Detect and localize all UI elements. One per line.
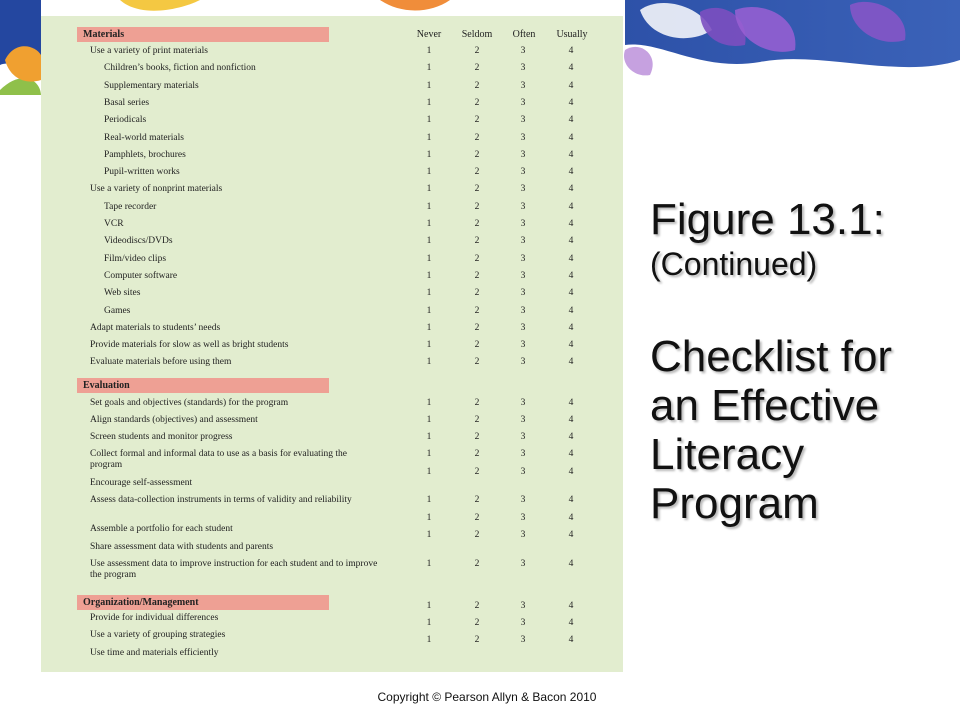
rating-never[interactable]: 1 (426, 559, 432, 569)
rating-often[interactable]: 3 (520, 467, 526, 477)
checklist-item-label: Use a variety of nonprint materials (90, 184, 223, 195)
rating-seldom[interactable]: 2 (474, 63, 480, 74)
rating-never[interactable]: 1 (426, 618, 432, 628)
rating-often[interactable]: 3 (520, 63, 526, 74)
rating-usually[interactable]: 4 (568, 167, 574, 178)
checklist-item-label: Use time and materials efficiently (90, 648, 219, 658)
checklist-item-label: VCR (104, 219, 124, 229)
rating-usually[interactable]: 4 (568, 132, 574, 143)
rating-seldom[interactable]: 2 (474, 167, 480, 178)
rating-often[interactable]: 3 (520, 322, 526, 333)
section-header-organization-management: Organization/Management (77, 595, 329, 610)
rating-usually[interactable]: 4 (568, 495, 574, 505)
rating-often[interactable]: 3 (520, 340, 526, 351)
rating-never[interactable]: 1 (426, 63, 432, 74)
rating-never[interactable]: 1 (426, 340, 432, 351)
rating-usually[interactable]: 4 (568, 80, 574, 91)
rating-seldom[interactable]: 2 (474, 467, 480, 477)
rating-never[interactable]: 1 (426, 115, 432, 126)
rating-often[interactable]: 3 (520, 618, 526, 628)
checklist-item-label: Pamphlets, brochures (104, 149, 186, 160)
rating-usually[interactable]: 4 (568, 467, 574, 477)
rating-seldom[interactable]: 2 (474, 432, 480, 442)
rating-never[interactable]: 1 (426, 635, 432, 645)
rating-seldom[interactable]: 2 (474, 46, 480, 56)
rating-usually[interactable]: 4 (568, 618, 574, 628)
rating-seldom[interactable]: 2 (474, 253, 480, 264)
rating-never[interactable]: 1 (426, 415, 432, 425)
rating-usually[interactable]: 4 (568, 305, 574, 316)
rating-seldom[interactable]: 2 (474, 149, 480, 160)
checklist-item-label: Share assessment data with students and parents (90, 542, 274, 552)
checklist-item-label: Games (104, 305, 131, 316)
rating-usually[interactable]: 4 (568, 115, 574, 126)
rating-often[interactable]: 3 (520, 253, 526, 264)
rating-often[interactable]: 3 (520, 167, 526, 178)
checklist-item-label: Periodicals (104, 115, 147, 126)
checklist-panel (41, 16, 623, 672)
checklist-item-label: Provide materials for slow as well as bright students (90, 340, 289, 351)
checklist-item-label: Supplementary materials (104, 80, 199, 91)
rating-seldom[interactable]: 2 (474, 132, 480, 143)
rating-seldom[interactable]: 2 (474, 530, 480, 540)
rating-seldom[interactable]: 2 (474, 80, 480, 91)
rating-often[interactable]: 3 (520, 132, 526, 143)
checklist-item-label: Videodiscs/DVDs (104, 236, 173, 247)
checklist-item-label: Computer software (104, 270, 178, 281)
checklist-item-label: Film/video clips (104, 253, 167, 264)
rating-seldom[interactable]: 2 (474, 618, 480, 628)
rating-often[interactable]: 3 (520, 46, 526, 56)
rating-usually[interactable]: 4 (568, 46, 574, 56)
figure-continued: (Continued) (650, 246, 818, 282)
checklist-item-label: Use a variety of print materials (90, 46, 208, 56)
rating-never[interactable]: 1 (426, 270, 432, 281)
checklist-item-label: Set goals and objectives (standards) for the program (90, 398, 289, 408)
rating-never[interactable]: 1 (426, 132, 432, 143)
rating-seldom[interactable]: 2 (474, 322, 480, 333)
rating-seldom[interactable]: 2 (474, 201, 480, 212)
rating-never[interactable]: 1 (426, 97, 432, 108)
rating-often[interactable]: 3 (520, 219, 526, 229)
rating-usually[interactable]: 4 (568, 149, 574, 160)
rating-never[interactable]: 1 (426, 236, 432, 247)
rating-usually[interactable]: 4 (568, 415, 574, 425)
rating-seldom[interactable]: 2 (474, 398, 480, 408)
rating-often[interactable]: 3 (520, 115, 526, 126)
rating-never[interactable]: 1 (426, 513, 432, 523)
rating-often[interactable]: 3 (520, 495, 526, 505)
rating-often[interactable]: 3 (520, 513, 526, 523)
rating-seldom[interactable]: 2 (474, 236, 480, 247)
rating-never[interactable]: 1 (426, 467, 432, 477)
rating-seldom[interactable]: 2 (474, 635, 480, 645)
checklist-item-label: Tape recorder (104, 201, 157, 212)
checklist-item-label: Assemble a portfolio for each student (90, 524, 233, 534)
section-header-evaluation: Evaluation (77, 378, 329, 393)
rating-usually[interactable]: 4 (568, 340, 574, 351)
rating-often[interactable]: 3 (520, 236, 526, 247)
rating-usually[interactable]: 4 (568, 184, 574, 195)
figure-caption: Checklist for an Effective Literacy Program (650, 332, 893, 528)
figure-title (650, 196, 950, 284)
checklist-item-label: Encourage self-assessment (90, 478, 193, 488)
rating-never[interactable]: 1 (426, 288, 432, 299)
rating-never[interactable]: 1 (426, 80, 432, 91)
rating-usually[interactable]: 4 (568, 449, 574, 459)
rating-often[interactable]: 3 (520, 449, 526, 459)
column-header-seldom: Seldom (461, 29, 493, 40)
rating-often[interactable]: 3 (520, 415, 526, 425)
rating-never[interactable]: 1 (426, 449, 432, 459)
rating-usually[interactable]: 4 (568, 97, 574, 108)
rating-usually[interactable]: 4 (568, 635, 574, 645)
column-header-never: Never (416, 29, 442, 40)
rating-never[interactable]: 1 (426, 530, 432, 540)
rating-usually[interactable]: 4 (568, 530, 574, 540)
rating-usually[interactable]: 4 (568, 513, 574, 523)
rating-never[interactable]: 1 (426, 253, 432, 264)
rating-usually[interactable]: 4 (568, 559, 574, 569)
rating-seldom[interactable]: 2 (474, 115, 480, 126)
rating-usually[interactable]: 4 (568, 253, 574, 264)
checklist-item-label: Evaluate materials before using them (90, 357, 232, 368)
rating-often[interactable]: 3 (520, 288, 526, 299)
rating-never[interactable]: 1 (426, 357, 432, 368)
rating-usually[interactable]: 4 (568, 270, 574, 281)
rating-never[interactable]: 1 (426, 184, 432, 195)
rating-never[interactable]: 1 (426, 305, 432, 316)
rating-never[interactable]: 1 (426, 322, 432, 333)
rating-seldom[interactable]: 2 (474, 415, 480, 425)
checklist-item-label: Children’s books, fiction and nonfiction (104, 63, 256, 74)
rating-seldom[interactable]: 2 (474, 495, 480, 505)
rating-often[interactable]: 3 (520, 559, 526, 569)
rating-usually[interactable]: 4 (568, 601, 574, 611)
checklist-item-label: Align standards (objectives) and assessment (90, 415, 258, 425)
rating-never[interactable]: 1 (426, 167, 432, 178)
rating-seldom[interactable]: 2 (474, 340, 480, 351)
checklist-item-label: Collect formal and informal data to use as a basis for evaluating the program (90, 449, 347, 470)
rating-usually[interactable]: 4 (568, 236, 574, 247)
rating-never[interactable]: 1 (426, 495, 432, 505)
column-header-usually: Usually (556, 29, 588, 40)
checklist-item-label: Assess data-collection instruments in terms of validity and reliability (90, 495, 352, 505)
column-header-often: Often (512, 29, 536, 40)
rating-often[interactable]: 3 (520, 201, 526, 212)
rating-often[interactable]: 3 (520, 635, 526, 645)
rating-never[interactable]: 1 (426, 149, 432, 160)
rating-seldom[interactable]: 2 (474, 357, 480, 368)
rating-often[interactable]: 3 (520, 432, 526, 442)
rating-usually[interactable]: 4 (568, 288, 574, 299)
copyright-footer: Copyright © Pearson Allyn & Bacon 2010 (377, 690, 597, 704)
figure-number: Figure 13.1: (650, 195, 885, 244)
checklist-item-label: Screen students and monitor progress (90, 432, 233, 442)
rating-seldom[interactable]: 2 (474, 97, 480, 108)
rating-seldom[interactable]: 2 (474, 601, 480, 611)
checklist-item-label: Use a variety of grouping strategies (90, 630, 226, 640)
rating-often[interactable]: 3 (520, 149, 526, 160)
rating-usually[interactable]: 4 (568, 63, 574, 74)
checklist-item-label: Use assessment data to improve instruction for each student and to improve the program (90, 559, 378, 580)
rating-often[interactable]: 3 (520, 184, 526, 195)
rating-never[interactable]: 1 (426, 201, 432, 212)
rating-often[interactable]: 3 (520, 97, 526, 108)
rating-seldom[interactable]: 2 (474, 559, 480, 569)
rating-never[interactable]: 1 (426, 46, 432, 56)
rating-never[interactable]: 1 (426, 432, 432, 442)
rating-often[interactable]: 3 (520, 530, 526, 540)
rating-never[interactable]: 1 (426, 398, 432, 408)
rating-often[interactable]: 3 (520, 601, 526, 611)
rating-never[interactable]: 1 (426, 601, 432, 611)
rating-often[interactable]: 3 (520, 270, 526, 281)
rating-seldom[interactable]: 2 (474, 513, 480, 523)
rating-never[interactable]: 1 (426, 219, 432, 229)
checklist-item-label: Basal series (104, 97, 150, 108)
rating-seldom[interactable]: 2 (474, 305, 480, 316)
rating-usually[interactable]: 4 (568, 357, 574, 368)
rating-usually[interactable]: 4 (568, 398, 574, 408)
rating-seldom[interactable]: 2 (474, 219, 480, 229)
section-header-materials: Materials (77, 27, 329, 42)
checklist-item-label: Adapt materials to students’ needs (90, 322, 221, 333)
rating-usually[interactable]: 4 (568, 201, 574, 212)
checklist-item-label: Web sites (104, 288, 141, 299)
checklist-item-label: Pupil-written works (104, 167, 180, 178)
rating-usually[interactable]: 4 (568, 432, 574, 442)
rating-often[interactable]: 3 (520, 357, 526, 368)
rating-often[interactable]: 3 (520, 305, 526, 316)
checklist-item-label: Real-world materials (104, 132, 184, 143)
rating-often[interactable]: 3 (520, 80, 526, 91)
rating-usually[interactable]: 4 (568, 322, 574, 333)
rating-seldom[interactable]: 2 (474, 184, 480, 195)
rating-seldom[interactable]: 2 (474, 288, 480, 299)
rating-often[interactable]: 3 (520, 398, 526, 408)
rating-seldom[interactable]: 2 (474, 270, 480, 281)
rating-seldom[interactable]: 2 (474, 449, 480, 459)
rating-usually[interactable]: 4 (568, 219, 574, 229)
checklist-item-label: Provide for individual differences (90, 613, 219, 623)
